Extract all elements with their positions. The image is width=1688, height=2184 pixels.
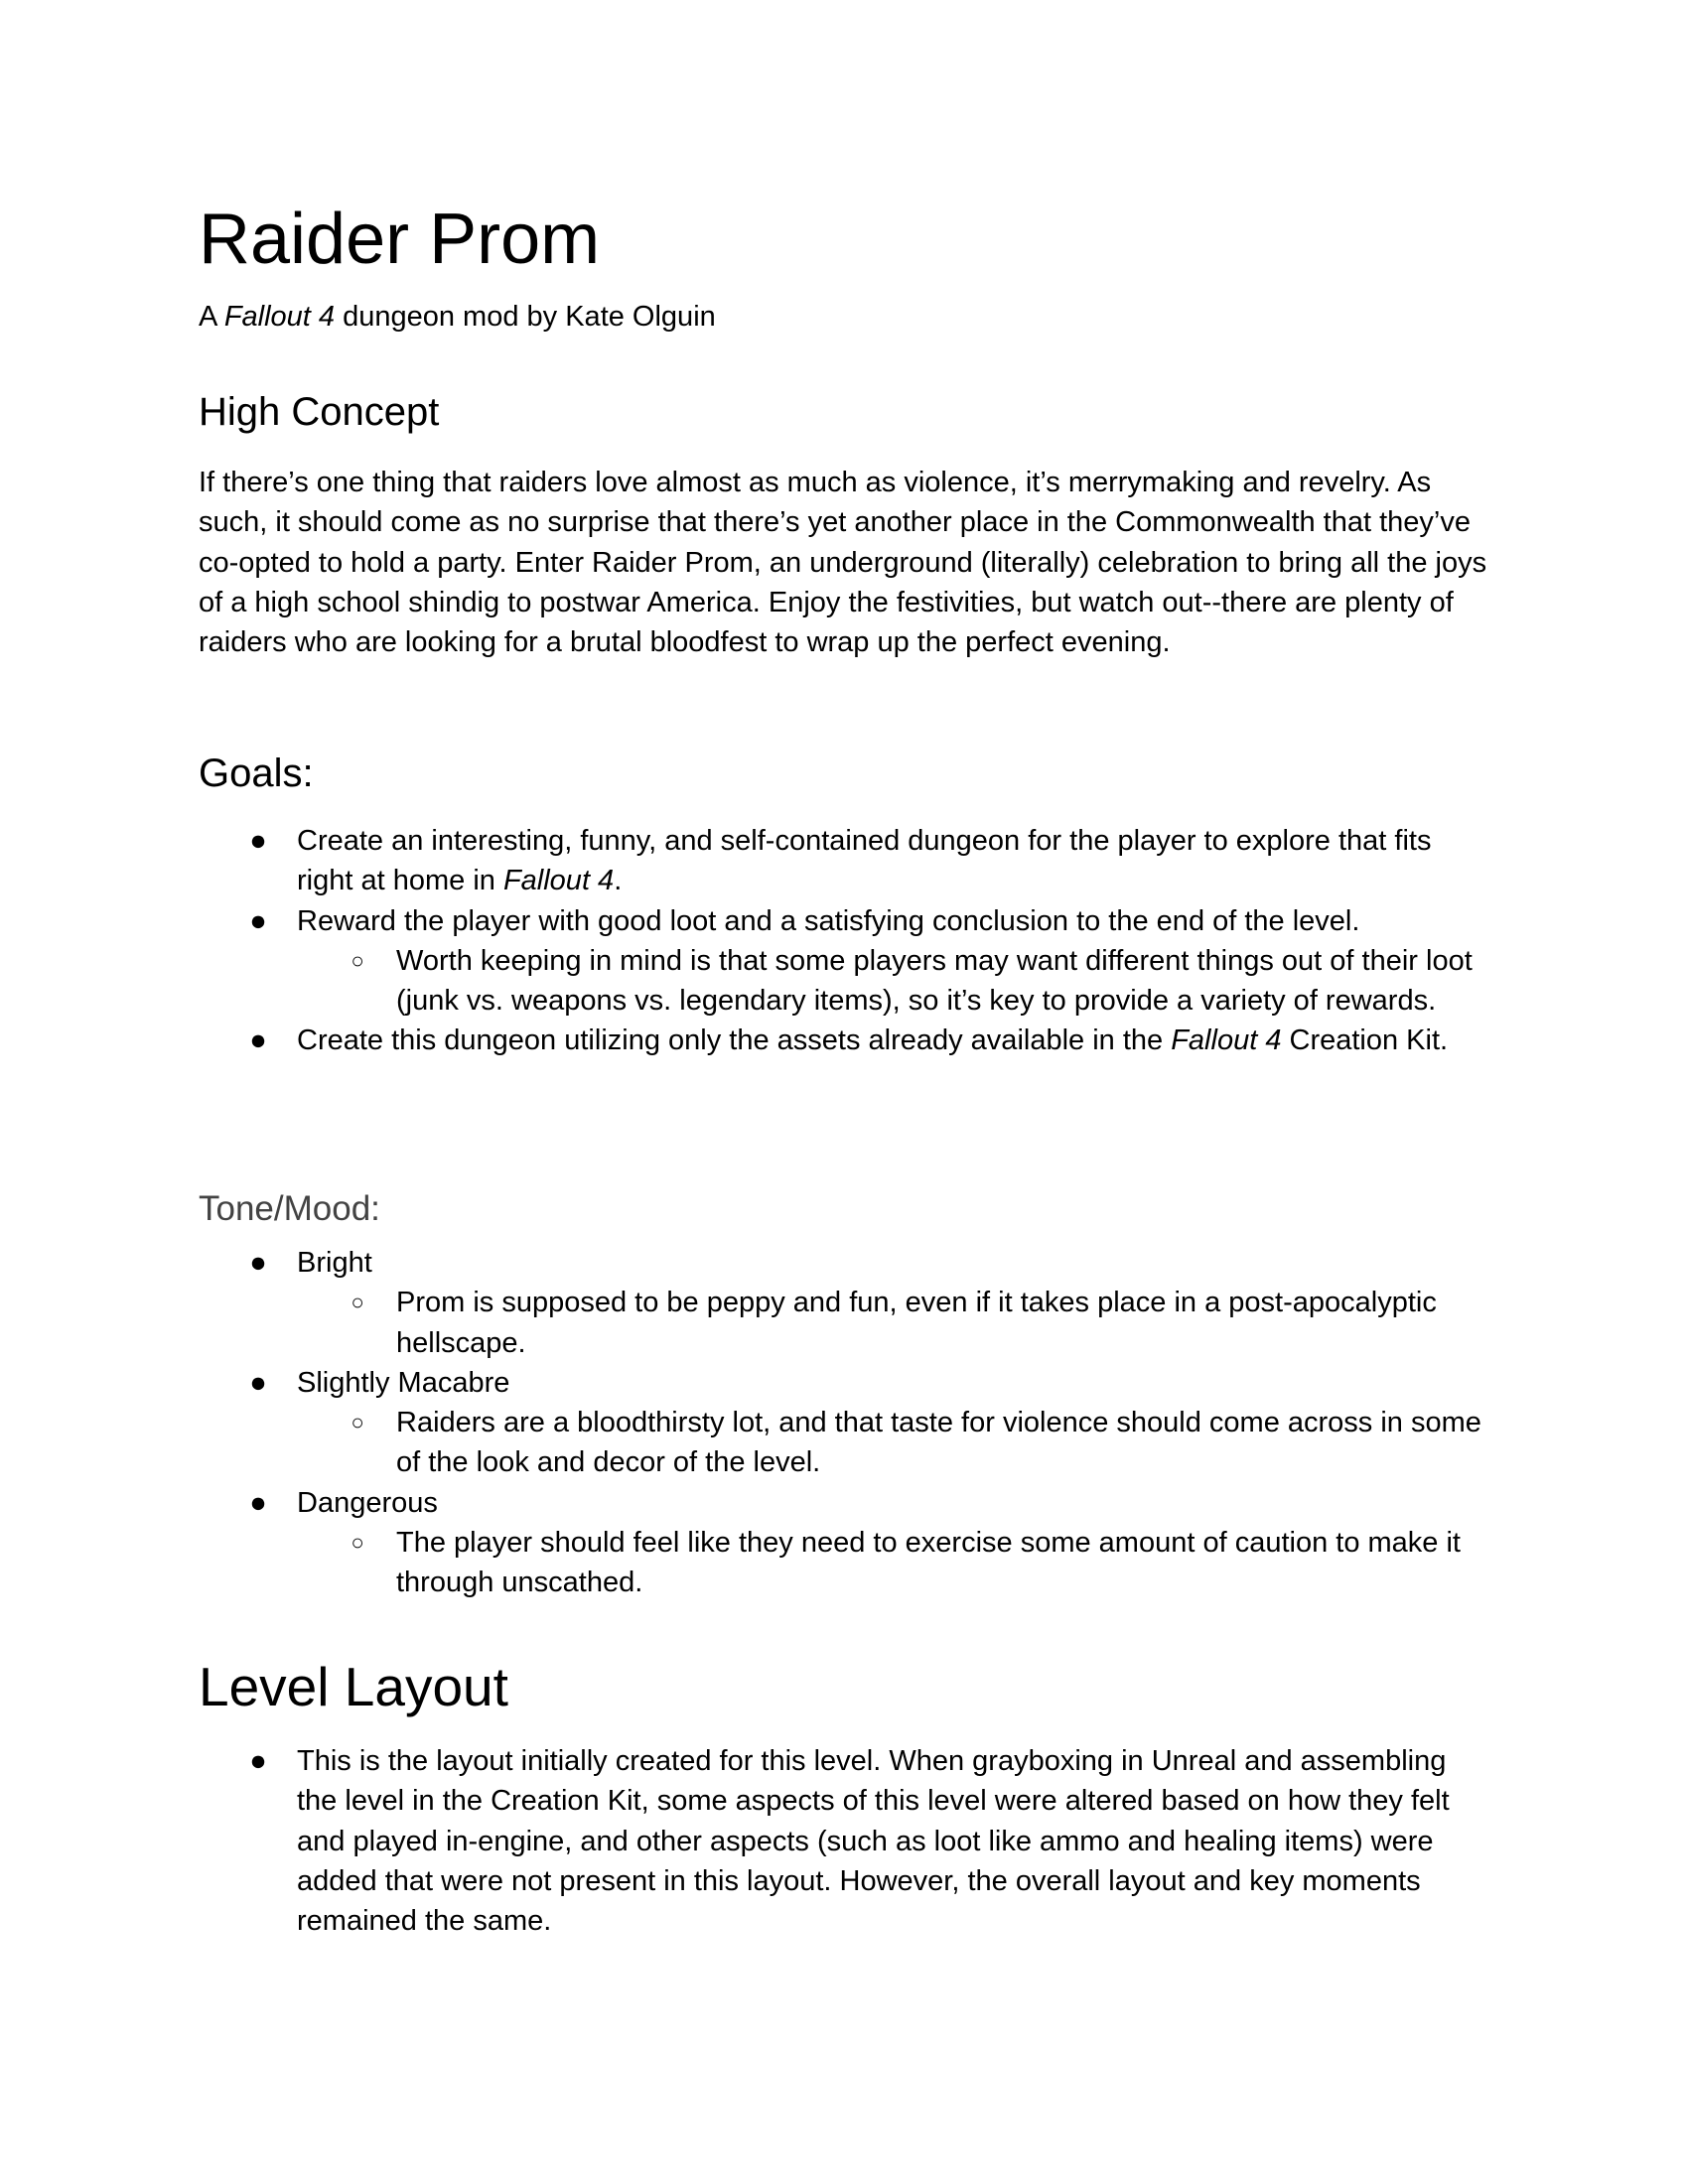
bullet-icon: ● (249, 904, 267, 937)
document-subtitle (199, 296, 1489, 338)
goals-item-text: Create an interesting, funny, and self-contained dungeon for the player to explore that fits right at home in (297, 825, 1432, 897)
tone-subitem-text: Prom is supposed to be peppy and fun, even if it takes place in a post-apocalyptic hellscape. (396, 1287, 1437, 1359)
tone-subitem (199, 1283, 1489, 1363)
sub-bullet-icon: ○ (351, 1530, 364, 1556)
tone-subitem-text: The player should feel like they need to exercise some amount of caution to make it through unscathed. (396, 1527, 1461, 1599)
sub-bullet-icon: ○ (351, 1290, 364, 1315)
subtitle-prefix: A (199, 301, 224, 333)
bullet-icon: ● (249, 1024, 267, 1057)
heading-high-concept: High Concept (199, 390, 440, 434)
bullet-icon: ● (249, 1486, 267, 1519)
goals-item-text: Create this dungeon utilizing only the assets already available in the (297, 1024, 1172, 1057)
heading-goals: Goals: (199, 751, 314, 795)
tone-item (199, 1243, 1489, 1283)
bullet-icon: ● (249, 1247, 267, 1279)
goals-subitem-text: Worth keeping in mind is that some players may want different things out of their loot (junk vs. weapons vs. legendary items), so it’s key to provide a variety of rewards. (396, 944, 1473, 1018)
level-layout-list (199, 1741, 1489, 1941)
heading-level-layout: Level Layout (199, 1656, 508, 1717)
tone-item-label: Slightly Macabre (297, 1366, 510, 1399)
tone-item-label: Bright (297, 1247, 372, 1279)
tone-item-label: Dangerous (297, 1486, 438, 1519)
goals-list (199, 821, 1489, 1061)
goals-item (199, 1021, 1489, 1060)
heading-tone-mood: Tone/Mood: (199, 1189, 380, 1228)
goals-item-text: Reward the player with good loot and a satisfying conclusion to the end of the level. (297, 904, 1360, 937)
goals-item (199, 901, 1489, 941)
goals-subitem (199, 941, 1489, 1022)
sub-bullet-icon: ○ (351, 947, 364, 973)
goals-item-game-title: Fallout 4 (502, 865, 615, 897)
goals-item-end: Creation Kit. (1281, 1024, 1449, 1057)
goals-item (199, 821, 1489, 901)
sub-bullet-icon: ○ (351, 1410, 364, 1435)
bullet-icon: ● (249, 825, 267, 857)
tone-subitem (199, 1523, 1489, 1603)
subtitle-game-title: Fallout 4 (223, 301, 336, 333)
tone-subitem-text: Raiders are a bloodthirsty lot, and that taste for violence should come across in some of the look and decor of the level. (396, 1407, 1481, 1479)
bullet-icon: ● (249, 1366, 267, 1399)
tone-item (199, 1483, 1489, 1523)
level-layout-item-text: This is the layout initially created for this level. When grayboxing in Unreal and assembling the level in the Creation Kit, some aspects of this level were altered based on how they felt and played in-engine, and other aspects (such as loot like ammo and healing items) were added that were not present in this layout. However, the overall layout and key moments remained the same. (297, 1745, 1450, 1938)
level-layout-item (199, 1741, 1489, 1941)
document-title: Raider Prom (199, 200, 601, 279)
goals-item-end: . (614, 865, 623, 897)
high-concept-paragraph: If there’s one thing that raiders love almost as much as violence, it’s merrymaking and revelry. As such, it should come as no surprise that there’s yet another place in the Commonwealth that they’ve co-opted to hold a party. Enter Raider Prom, an underground (literally) celebration to bring all the joys of a high school shindig to postwar America. Enjoy the festivities, but watch out--there are plenty of raiders who are looking for a brutal bloodfest to wrap up the perfect evening. (199, 467, 1487, 659)
goals-item-game-title: Fallout 4 (1171, 1024, 1282, 1057)
bullet-icon: ● (249, 1745, 267, 1777)
tone-list (199, 1243, 1489, 1603)
tone-subitem (199, 1403, 1489, 1483)
tone-item (199, 1363, 1489, 1403)
subtitle-suffix: dungeon mod by Kate Olguin (335, 301, 716, 333)
